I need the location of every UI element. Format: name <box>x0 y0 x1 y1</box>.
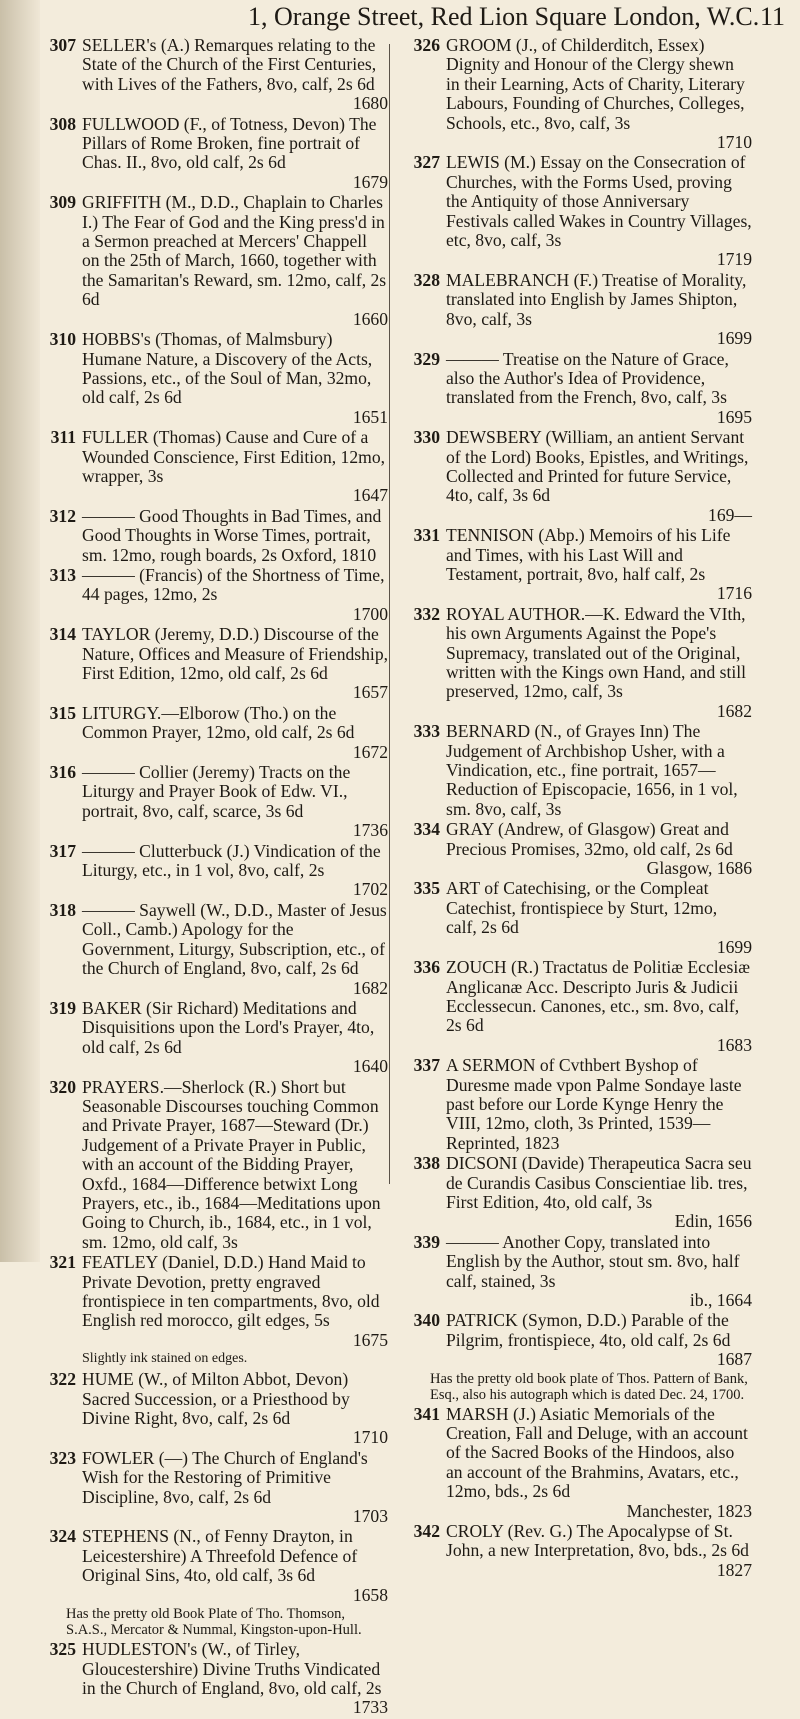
entry-text: ART of Catechising, or the Compleat Catechist, frontispiece by Sturt, 12mo, calf, 2s 6d <box>446 878 718 938</box>
entry-text: HOBBS's (Thomas, of Malmsbury) Humane Nature, a Discovery of the Acts, Passions, etc., of the Soul of Man, 32mo, old calf, 2s 6d <box>82 329 373 408</box>
entry-text: ——— Saywell (W., D.D., Master of Jesus Coll., Camb.) Apology for the Government, Liturgy, Subscription, etc., of the Church of England, 8vo, calf, 2s 6d <box>82 899 387 979</box>
entry-number: 307 <box>49 35 76 55</box>
entry-number: 338 <box>413 1153 440 1174</box>
entry-number: 311 <box>50 427 76 448</box>
entry-date: 1716 <box>716 583 752 604</box>
entry-number: 317 <box>49 840 76 861</box>
entry-number: 321 <box>49 1252 76 1273</box>
entry-text: FULLWOOD (F., of Totness, Devon) The Pillars of Rome Broken, fine portrait of Chas. II., 8vo, old calf, 2s 6d <box>82 113 377 173</box>
entry-date: 1647 <box>352 485 388 506</box>
entry-number: 340 <box>413 1310 440 1331</box>
entry-text: TAYLOR (Jeremy, D.D.) Discourse of the Nature, Offices and Measure of Friendship, First Edition, 12mo, old calf, 2s 6d <box>82 624 389 683</box>
catalogue-entry <box>36 625 388 703</box>
entry-date: 1700 <box>352 603 388 624</box>
entry-date: 1672 <box>352 741 388 762</box>
catalogue-entry <box>400 722 752 819</box>
entry-text: ROYAL AUTHOR.—K. Edward the VIth, his own Arguments Against the Pope's Supremacy, translated out of the Original, written with the Kings own Hand, and still preserved, 12mo, calf, 3s <box>446 603 747 702</box>
catalogue-entry <box>400 350 752 428</box>
entry-number: 331 <box>413 525 440 546</box>
catalogue-entry <box>400 1311 752 1369</box>
entry-text: GRAY (Andrew, of Glasgow) Great and Precious Promises, 32mo, old calf, 2s 6d <box>446 819 733 859</box>
entry-date: Manchester, 1823 <box>626 1500 752 1521</box>
entry-date: 1736 <box>352 820 388 841</box>
entry-number: 318 <box>49 899 76 920</box>
catalogue-entry <box>36 1527 388 1605</box>
entry-number: 322 <box>49 1369 76 1390</box>
entry-text: FEATLEY (Daniel, D.D.) Hand Maid to Private Devotion, pretty engraved frontispiece in ten compartments, 8vo, old English red morocco, gilt edges, 5s <box>82 1252 380 1331</box>
entry-number: 330 <box>413 427 440 448</box>
catalogue-entry <box>400 153 752 269</box>
column-divider <box>389 44 390 1184</box>
entry-number: 341 <box>413 1403 440 1424</box>
entry-date: 1702 <box>352 879 388 900</box>
entry-date: 169— <box>708 504 752 525</box>
entry-number: 320 <box>49 1076 76 1097</box>
entry-date: 1675 <box>352 1329 388 1350</box>
catalogue-entry <box>400 879 752 957</box>
entry-number: 308 <box>49 113 76 134</box>
entry-text: GROOM (J., of Childerditch, Essex) Dignity and Honour of the Clergy shewn in their Learning, Acts of Charity, Literary Labours, Founding of Churches, Colleges, Schools, etc., 8vo, calf, 3s <box>446 35 745 133</box>
entry-text: ——— Good Thoughts in Bad Times, and Good Thoughts in Worse Times, portrait, sm. 12mo, rough boards, 2s Oxford, 1810 <box>82 505 382 565</box>
page-gutter-shadow <box>0 0 40 1262</box>
entry-text: ZOUCH (R.) Tractatus de Politiæ Ecclesiæ Anglicanæ Acc. Descripto Juris & Judicii Ecclessecun. Canones, etc., sm. 8vo, calf, 2s 6d <box>446 957 750 1036</box>
entry-number: 329 <box>413 348 440 369</box>
entry-text: A SERMON of Cvthbert Byshop of Duresme made vpon Palme Sondaye laste past before our Lorde Kynge Henry the VIII, 12mo, cloth, 3s Printed, 1539—Reprinted, 1823 <box>446 1055 742 1153</box>
entry-date: 1699 <box>716 328 752 349</box>
entry-text: BERNARD (N., of Grayes Inn) The Judgement of Archbishop Usher, with a Vindication, etc., fine portrait, 1657—Reduction of Episcopacie, 1656, in 1 vol, sm. 8vo, calf, 3s <box>446 721 738 819</box>
entry-number: 314 <box>49 624 76 645</box>
catalogue-entry <box>36 1078 388 1253</box>
entry-date: 1683 <box>716 1034 752 1055</box>
entry-date: 1710 <box>716 132 752 153</box>
entry-date: 1719 <box>716 249 752 270</box>
entry-text: FOWLER (—) The Church of England's Wish for the Restoring of Primitive Discipline, 8vo, calf, 2s 6d <box>82 1447 368 1507</box>
entry-text: LITURGY.—Elborow (Tho.) on the Common Prayer, 12mo, old calf, 2s 6d <box>82 702 355 743</box>
catalogue-entry <box>36 1640 388 1718</box>
entry-text: FULLER (Thomas) Cause and Cure of a Wounded Conscience, First Edition, 12mo, wrapper, 3s <box>82 427 386 486</box>
catalogue-entry <box>36 763 388 841</box>
entry-date: 1657 <box>352 682 388 703</box>
entry-date: Glasgow, 1686 <box>646 858 752 879</box>
entry-text: CROLY (Rev. G.) The Apocalypse of St. John, a new Interpretation, 8vo, bds., 2s 6d <box>446 1521 749 1561</box>
entry-date: ib., 1664 <box>689 1290 752 1310</box>
entry-number: 342 <box>413 1521 440 1542</box>
entry-text: DICSONI (Davide) Therapeutica Sacra seu de Curandis Casibus Conscientiae lib. tres, First Edition, 4to, old calf, 3s <box>446 1153 752 1212</box>
entry-date: 1827 <box>716 1559 752 1580</box>
entry-number: 316 <box>49 762 76 783</box>
entry-date: 1699 <box>716 936 752 957</box>
entry-date: Edin, 1656 <box>674 1211 752 1232</box>
right-column <box>400 36 752 1581</box>
catalogue-entry <box>36 193 388 329</box>
entry-text: TENNISON (Abp.) Memoirs of his Life and Times, with his Last Will and Testament, portrait, 8vo, half calf, 2s <box>446 525 731 584</box>
catalogue-entry <box>36 901 388 998</box>
entry-number: 315 <box>49 702 76 723</box>
entry-text: ——— Another Copy, translated into English by the Author, stout sm. 8vo, half calf, stained, 3s <box>446 1231 740 1291</box>
catalogue-entry <box>400 1522 752 1580</box>
entry-number: 309 <box>49 192 76 213</box>
catalogue-entry <box>36 1370 388 1448</box>
page-header <box>0 0 800 34</box>
catalogue-entry <box>36 115 388 193</box>
catalogue-entry <box>400 36 752 152</box>
entry-date: 1733 <box>352 1697 388 1718</box>
catalogue-entry <box>36 1449 388 1527</box>
catalogue-entry <box>400 1405 752 1521</box>
entry-number: 319 <box>49 997 76 1018</box>
entry-date: 1679 <box>352 171 388 192</box>
entry-date: 1640 <box>352 1056 388 1077</box>
entry-text: HUME (W., of Milton Abbot, Devon) Sacred Succession, or a Priesthood by Divine Right, 8vo, calf, 2s 6d <box>82 1369 350 1429</box>
entry-number: 336 <box>413 957 440 978</box>
catalogue-entry <box>400 605 752 721</box>
entry-date: 1710 <box>352 1427 388 1448</box>
catalogue-entry <box>36 999 388 1077</box>
catalogue-entry <box>400 271 752 349</box>
entry-date: 1703 <box>352 1506 388 1527</box>
entry-text: PATRICK (Symon, D.D.) Parable of the Pilgrim, frontispiece, 4to, old calf, 2s 6d <box>446 1310 731 1350</box>
entry-date: 1687 <box>716 1349 752 1370</box>
catalogue-entry <box>400 428 752 525</box>
entry-text: HUDLESTON's (W., of Tirley, Gloucestershire) Divine Truths Vindicated in the Church of England, 8vo, old calf, 2s <box>82 1639 382 1698</box>
catalogue-entry <box>36 842 388 900</box>
catalogue-entry <box>36 704 388 762</box>
catalogue-entry <box>400 1154 752 1232</box>
entry-number: 339 <box>413 1231 440 1252</box>
catalogue-entry <box>400 1233 752 1311</box>
entry-text: ——— Collier (Jeremy) Tracts on the Liturgy and Prayer Book of Edw. VI., portrait, 8vo, calf, scarce, 3s 6d <box>82 762 351 821</box>
entry-text: ——— (Francis) of the Shortness of Time, 44 pages, 12mo, 2s <box>82 564 385 605</box>
entry-text: BAKER (Sir Richard) Meditations and Disquisitions upon the Lord's Prayer, 4to, old calf, 2s 6d <box>82 997 375 1057</box>
entry-date: 1682 <box>352 977 388 998</box>
entry-date: 1660 <box>352 308 388 329</box>
entry-date: 1651 <box>352 406 388 427</box>
entry-text: SELLER's (A.) Remarques relating to the State of the Church of the First Centuries, with Lives of the Fathers, 8vo, calf, 2s 6d <box>82 35 377 94</box>
entry-number: 332 <box>413 603 440 624</box>
catalogue-entry <box>36 36 388 114</box>
entry-number: 310 <box>49 329 76 350</box>
left-column <box>36 36 388 1719</box>
entry-number: 324 <box>49 1526 76 1547</box>
entry-number: 337 <box>413 1055 440 1076</box>
entry-date: 1680 <box>352 93 388 114</box>
entry-number: 334 <box>413 819 440 840</box>
entry-number: 328 <box>413 269 440 290</box>
catalogue-entry <box>36 566 388 624</box>
bookplate-note: Has the pretty old Book Plate of Tho. Thomson, S.A.S., Mercator & Nummal, Kingston-upon-Hull. <box>66 1606 362 1639</box>
bookplate-note: Has the pretty old book plate of Thos. Pattern of Bank, Esq., also his autograph which is dated Dec. 24, 1700. <box>430 1370 748 1403</box>
catalogue-entry <box>36 330 388 427</box>
entry-text: LEWIS (M.) Essay on the Consecration of Churches, with the Forms Used, proving the Antiquity of those Anniversary Festivals called Wakes in Country Villages, etc, 8vo, calf, 3s <box>446 152 752 251</box>
catalogue-entry <box>36 428 388 506</box>
header-address: 1, Orange Street, Red Lion Square London, W.C. <box>248 2 760 31</box>
entry-number: 323 <box>49 1447 76 1468</box>
entry-text: DEWSBERY (William, an antient Servant of the Lord) Books, Epistles, and Writings, Collected and Printed for future Service, 4to, calf, 3s 6d <box>446 427 749 506</box>
entry-text: MALEBRANCH (F.) Treatise of Morality, translated into English by James Shipton, 8vo, calf, 3s <box>446 269 747 329</box>
entry-number: 325 <box>49 1639 76 1660</box>
entry-date: 1658 <box>352 1584 388 1605</box>
entry-number: 333 <box>413 721 440 742</box>
catalogue-entry <box>36 507 388 565</box>
entry-number: 335 <box>413 878 440 899</box>
catalogue-entry <box>400 1056 752 1153</box>
entry-number: 327 <box>413 152 440 173</box>
entry-date: 1682 <box>716 700 752 721</box>
entry-text: STEPHENS (N., of Fenny Drayton, in Leicestershire) A Threefold Defence of Original Sins, 4to, old calf, 3s 6d <box>82 1526 358 1586</box>
entry-number: 313 <box>49 564 76 585</box>
entry-text: ——— Treatise on the Nature of Grace, also the Author's Idea of Providence, translated from the French, 8vo, calf, 3s <box>446 348 729 408</box>
page-number: 11 <box>760 2 786 31</box>
catalogue-entry <box>400 958 752 1055</box>
entry-number: 326 <box>413 35 440 55</box>
entry-text: GRIFFITH (M., D.D., Chaplain to Charles I.) The Fear of God and the King press'd in a Sermon preached at Mercers' Chappell on the 25th of March, 1660, together with the Samaritan's Reward, sm. 12mo, calf, 2s 6d <box>82 192 387 310</box>
catalogue-entry <box>400 526 752 604</box>
entry-date: 1695 <box>716 406 752 427</box>
entry-text: PRAYERS.—Sherlock (R.) Short but Seasonable Discourses touching Common and Private Prayer, 1687—Steward (Dr.) Judgement of a Private Prayer in Public, with an account of the Bidding Prayer, Oxfd., 1684—Difference betwixt Long Prayers, etc., ib., 1684—Meditations upon Going to Church, ib., 1684, etc., in 1 vol, sm. 12mo, old calf, 3s <box>82 1076 381 1252</box>
catalogue-entry <box>36 1253 388 1350</box>
entry-number: 312 <box>49 505 76 526</box>
entry-text: ——— Clutterbuck (J.) Vindication of the Liturgy, etc., in 1 vol, 8vo, calf, 2s <box>82 840 381 881</box>
entry-text: MARSH (J.) Asiatic Memorials of the Creation, Fall and Deluge, with an account of the Sacred Books of the Hindoos, also an account of the Brahmins, Avatars, etc., 12mo, bds., 2s 6d <box>446 1403 748 1502</box>
catalogue-note: Slightly ink stained on edges. <box>82 1351 248 1367</box>
catalogue-entry <box>400 820 752 878</box>
